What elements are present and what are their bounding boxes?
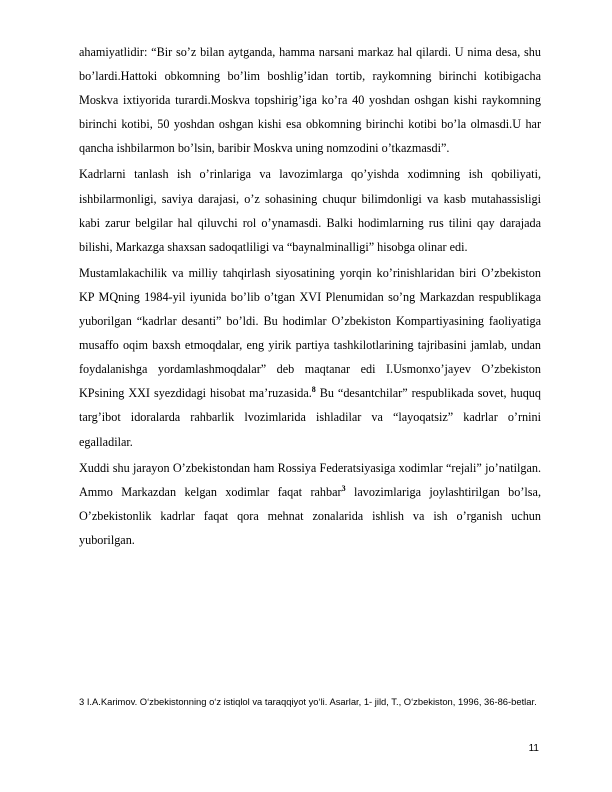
footnote-reference: 3 xyxy=(341,483,346,493)
paragraph-4 xyxy=(79,456,541,552)
footnote-reference: 8 xyxy=(311,385,316,395)
paragraph-text: ahamiyatlidir: “Bir so’z bilan aytganda, hamma narsani markaz hal qilardi. U nima desa, shu bo’lardi.Hattoki obkomning bo’lim boshlig’idan tortib, raykomning birinchi kotibigacha Moskva ixtiyorida turardi.Moskva topshirig’iga ko’ra 40 yoshdan oshgan kishi raykomning birinchi kotibi, 50 yoshdan oshgan kishi esa obkomning birinchi kotibi bo’la olmasdi.U har qancha ishbilarmon bo’lsin, baribir Moskva uning nomzodini o’tkazmasdi”. xyxy=(79,45,541,156)
paragraph-2 xyxy=(79,162,541,258)
paragraph-text: lavozimlariga joylashtirilgan bo’lsa, O’zbekistonlik kadrlar faqat qora mehnat zonalarida ishlish va ish o’rganish uchun yuborilgan. xyxy=(79,484,541,547)
paragraph-1 xyxy=(79,40,541,160)
document-body xyxy=(79,40,541,552)
footnote: 3 I.A.Karimov. O‘zbekistonning o‘z istiqlol va taraqqiyot yo‘li. Asarlar, 1- jild, T., O‘zbekiston, 1996, 36-86-betlar. xyxy=(79,696,537,707)
paragraph-text: Bu “desantchilar” respublikada sovet, huquq targ’ibot idoralarda rahbarlik lvozimlarida ishladilar va “layoqatsiz” kadrlar o’rnini egalladilar. xyxy=(79,386,541,449)
paragraph-3 xyxy=(79,261,541,454)
page-number: 11 xyxy=(528,743,539,754)
paragraph-text: Kadrlarni tanlash ish o’rinlariga va lavozimlarga qo’yishda xodimning ish qobiliyati, ishbilarmonligi, saviya darajasi, o’z sohasining chuqur bilimdonligi va kasb mutahassisligi kabi zarur belgilar hal qiluvchi rol o’ynamasdi. Balki hodimlarning rus tilini qay darajada bilishi, Markazga shaxsan sadoqatliligi va “baynalminalligi” hisobga olinar edi. xyxy=(79,167,541,254)
paragraph-text: Xuddi shu jarayon O’zbekistondan ham Rossiya Federatsiyasiga xodimlar “rejali” jo’natilgan. Ammo Markazdan kelgan xodimlar faqat rahbar xyxy=(79,460,541,499)
paragraph-text: Mustamlakachilik va milliy tahqirlash siyosatining yorqin ko’rinishlaridan biri O’zbekiston KP MQning 1984-yil iyunida bo’lib o’tgan XVI Plenumidan so’ng Markazdan respublikaga yuborilgan “kadrlar desanti” bo’ldi. Bu hodimlar O’zbekiston Kompartiyasining faoliyatiga musaffo oqim baxsh etmoqdalar, eng yirik partiya tashkilotlarining tajribasini jamlab, undan foydalanishga yordamlashmoqdalar” deb maqtanar edi I.Usmonxo’jayev O’zbekiston KPsining XXI syezdidagi hisobat ma’ruzasida. xyxy=(79,265,541,401)
